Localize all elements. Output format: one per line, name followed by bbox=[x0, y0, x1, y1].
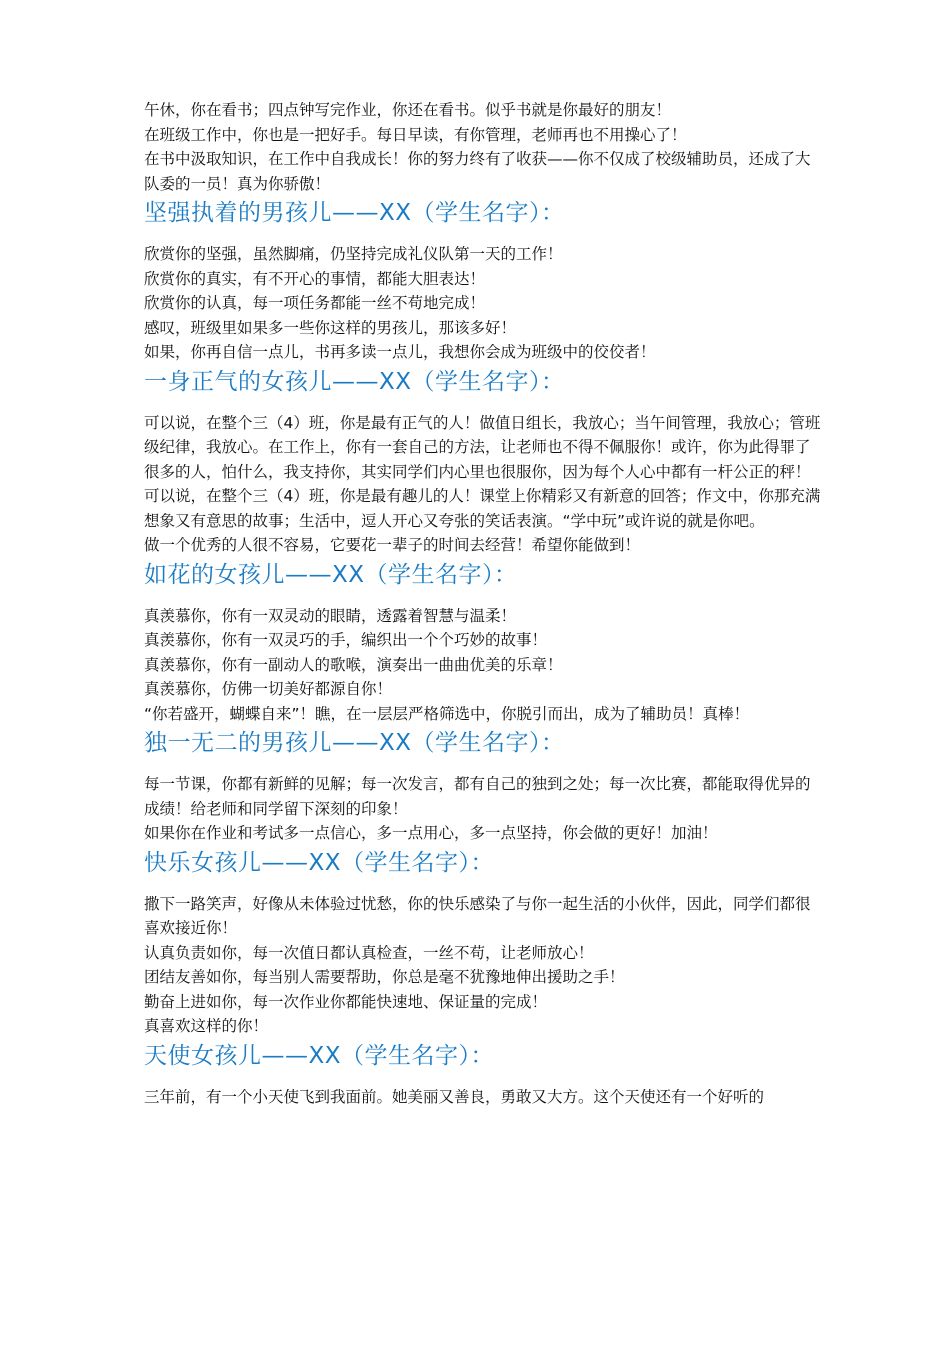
section-heading: 坚强执着的男孩儿——XX（学生名字）： bbox=[144, 200, 565, 226]
section-paragraph: 真羡慕你，你有一双灵动的眼睛，透露着智慧与温柔！ bbox=[144, 606, 517, 625]
section-paragraph: 认真负责如你，每一次值日都认真检查，一丝不苟，让老师放心！ bbox=[144, 943, 594, 962]
section-paragraph: 欣赏你的真实，有不开心的事情，都能大胆表达！ bbox=[144, 269, 486, 288]
section-paragraph: 真喜欢这样的你！ bbox=[144, 1017, 269, 1035]
section-paragraph: 真羡慕你，仿佛一切美好都源自你！ bbox=[144, 680, 393, 698]
section-angel-girl bbox=[144, 1041, 824, 1110]
intro-paragraph: 在书中汲取知识，在工作中自我成长！你的努力终有了收获——你不仅成了校级辅助员，还成了大队委的一员！真为你骄傲！ bbox=[144, 150, 811, 193]
section-paragraph: 撒下一路笑声，好像从未体验过忧愁，你的快乐感染了与你一起生活的小伙伴，因此，同学们都很喜欢接近你！ bbox=[144, 894, 811, 937]
section-strong-boy bbox=[144, 198, 824, 365]
section-unique-boy bbox=[144, 728, 824, 846]
section-paragraph: 三年前，有一个小天使飞到我面前。她美丽又善良，勇敢又大方。这个天使还有一个好听的 bbox=[144, 1087, 765, 1106]
section-paragraph: 感叹，班级里如果多一些你这样的男孩儿，那该多好！ bbox=[144, 318, 517, 337]
section-paragraph: 如果你在作业和考试多一点信心，多一点用心，多一点坚持，你会做的更好！加油！ bbox=[144, 824, 718, 842]
section-upright-girl bbox=[144, 367, 824, 558]
intro-paragraph: 在班级工作中，你也是一把好手。每日早读，有你管理，老师再也不用操心了！ bbox=[144, 125, 687, 144]
section-paragraph: 每一节课，你都有新鲜的见解；每一次发言，都有自己的独到之处；每一次比赛，都能取得优异的成绩！给老师和同学留下深刻的印象！ bbox=[144, 775, 811, 818]
section-heading: 如花的女孩儿——XX（学生名字）： bbox=[144, 561, 518, 588]
section-heading: 天使女孩儿——XX（学生名字）： bbox=[144, 1042, 495, 1069]
section-heading: 快乐女孩儿——XX（学生名字）： bbox=[144, 849, 495, 876]
section-happy-girl bbox=[144, 848, 824, 1039]
intro-block bbox=[144, 98, 824, 196]
section-paragraph: 真羡慕你，你有一副动人的歌喉，演奏出一曲曲优美的乐章！ bbox=[144, 655, 563, 674]
section-paragraph: 如果，你再自信一点儿，书再多读一点儿，我想你会成为班级中的佼佼者！ bbox=[144, 343, 656, 361]
section-paragraph: 可以说，在整个三（4）班，你是最有趣儿的人！课堂上你精彩又有新意的回答；作文中，你那充满想象又有意思的故事；生活中，逗人开心又夸张的笑话表演。“学中玩”或许说的就是你吧。 bbox=[144, 487, 821, 530]
intro-paragraph: 午休，你在看书；四点钟写完作业，你还在看书。似乎书就是你最好的朋友！ bbox=[144, 101, 672, 119]
document-page bbox=[144, 98, 824, 1109]
section-paragraph: 可以说，在整个三（4）班，你是最有正气的人！做值日组长，我放心；当午间管理，我放心；管班级纪律，我放心。在工作上，你有一套自己的方法，让老师也不得不佩服你！或许，你为此得罪了很多的人，怕什么，我支持你，其实同学们内心里也很服你，因为每个人心中都有一杆公正的秤！ bbox=[144, 413, 821, 481]
section-paragraph: 欣赏你的认真，每一项任务都能一丝不苟地完成！ bbox=[144, 294, 486, 312]
section-paragraph: 真羡慕你，你有一双灵巧的手，编织出一个个巧妙的故事！ bbox=[144, 631, 548, 649]
section-paragraph: “你若盛开，蝴蝶自来”！瞧，在一层层严格筛选中，你脱引而出，成为了辅助员！真棒！ bbox=[144, 704, 750, 723]
section-flower-girl bbox=[144, 560, 824, 727]
section-paragraph: 勤奋上进如你，每一次作业你都能快速地、保证量的完成！ bbox=[144, 992, 548, 1011]
section-paragraph: 欣赏你的坚强，虽然脚痛，仍坚持完成礼仪队第一天的工作！ bbox=[144, 245, 563, 263]
section-heading: 一身正气的女孩儿——XX（学生名字）： bbox=[144, 368, 565, 395]
section-paragraph: 团结友善如你，每当别人需要帮助，你总是毫不犹豫地伸出援助之手！ bbox=[144, 968, 625, 986]
section-paragraph: 做一个优秀的人很不容易，它要花一辈子的时间去经营！希望你能做到！ bbox=[144, 536, 641, 554]
section-heading: 独一无二的男孩儿——XX（学生名字）： bbox=[144, 730, 565, 756]
